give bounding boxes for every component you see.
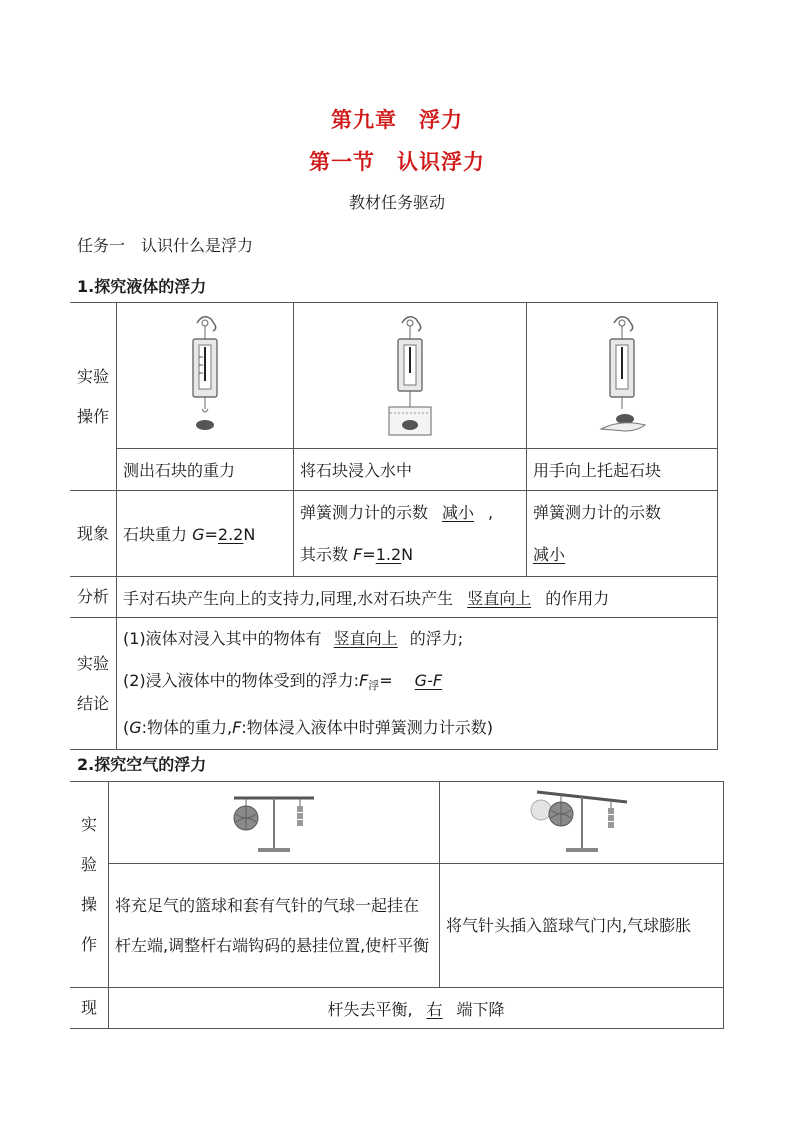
analysis-prefix: 手对石块产生向上的支持力,同理,水对石块产生: [123, 588, 454, 608]
comma: ,: [488, 502, 494, 522]
analysis-suffix: 的作用力: [545, 588, 610, 608]
phenomenon-air-suffix: 端下降: [456, 999, 505, 1019]
air-buoyancy-table: [70, 781, 724, 1029]
answer-reading: 1.2: [375, 544, 402, 564]
figure-balance-tilted: [440, 782, 724, 864]
operation-air-1: 将充足气的篮球和套有气针的气球一起挂在杆左端,调整杆右端钩码的悬挂位置,使杆平衡: [109, 864, 440, 988]
operation-3: 用手向上托起石块: [527, 449, 718, 491]
answer-decrease-2: 减小: [533, 544, 566, 564]
conclusion-text: [117, 618, 718, 750]
paren: (: [123, 718, 130, 737]
conclusion-1-suffix: 的浮力;: [409, 629, 464, 648]
var-G: G: [129, 718, 142, 737]
phenomenon-2: [294, 491, 527, 577]
lever-balance-icon: [224, 786, 324, 856]
figure-weigh-stone: [117, 303, 294, 449]
task-title: 任务一 认识什么是浮力: [77, 236, 254, 255]
phenomenon-air: [109, 988, 724, 1029]
operation-air-2: 将气针头插入篮球气门内,气球膨胀: [440, 864, 724, 988]
equals: =: [362, 544, 376, 564]
unit: N: [243, 525, 256, 544]
conclusion-1-prefix: (1)液体对浸入其中的物体有: [123, 629, 322, 648]
var-F-buoy: F: [359, 671, 369, 690]
spring-scale-icon: [175, 309, 235, 439]
row-label-operation: 实验 操作: [70, 303, 117, 491]
conclusion-3-mid: :物体的重力,: [141, 718, 233, 737]
row-label-phenomenon: 现象: [70, 491, 117, 577]
var-F: F: [232, 718, 242, 737]
subscript-buoy: 浮: [368, 679, 380, 692]
row-label-conclusion: 实验 结论: [70, 618, 117, 750]
phenomenon-1: [117, 491, 294, 577]
equals: =: [379, 671, 393, 690]
var-F: F: [353, 544, 363, 564]
figure-hand-support: [527, 303, 718, 449]
spring-scale-hand-icon: [587, 309, 657, 439]
answer-direction: 竖直向上: [467, 588, 532, 608]
answer-formula: G-F: [414, 671, 443, 690]
lever-tilted-icon: [527, 786, 637, 856]
spring-scale-beaker-icon: [375, 309, 445, 439]
phenomenon-1-prefix: 石块重力: [123, 525, 193, 544]
phenomenon-3-line1: 弹簧测力计的示数: [533, 502, 662, 522]
row-label-phenomenon-2: 现: [70, 988, 109, 1029]
subtitle: 教材任务驱动: [348, 193, 445, 212]
row-label-operation-2: 实 验 操 作: [70, 782, 109, 988]
phenomenon-2-line2: 其示数: [300, 544, 354, 564]
chapter-title: 第九章 浮力: [331, 108, 463, 132]
equals: =: [204, 525, 218, 544]
conclusion-2-prefix: (2)浸入液体中的物体受到的浮力:: [123, 671, 360, 690]
liquid-buoyancy-table: [70, 302, 718, 750]
part2-heading: 2.探究空气的浮力: [77, 755, 207, 774]
figure-immerse-stone: [294, 303, 527, 449]
row-label-analysis: 分析: [70, 577, 117, 618]
phenomenon-2-prefix: 弹簧测力计的示数: [300, 502, 429, 522]
operation-2: 将石块浸入水中: [294, 449, 527, 491]
var-G: G: [192, 525, 205, 544]
section-title: 第一节 认识浮力: [309, 150, 485, 174]
figure-balance-level: [109, 782, 440, 864]
unit: N: [401, 544, 414, 564]
answer-right: 右: [426, 999, 443, 1019]
conclusion-3-end: :物体浸入液体中时弹簧测力计示数): [241, 718, 493, 737]
phenomenon-air-prefix: 杆失去平衡,: [327, 999, 413, 1019]
answer-decrease: 减小: [442, 502, 475, 522]
answer-weight: 2.2: [217, 525, 244, 544]
phenomenon-3: [527, 491, 718, 577]
analysis-text: [117, 577, 718, 618]
answer-upward: 竖直向上: [333, 629, 398, 648]
operation-1: 测出石块的重力: [117, 449, 294, 491]
part1-heading: 1.探究液体的浮力: [77, 277, 207, 296]
